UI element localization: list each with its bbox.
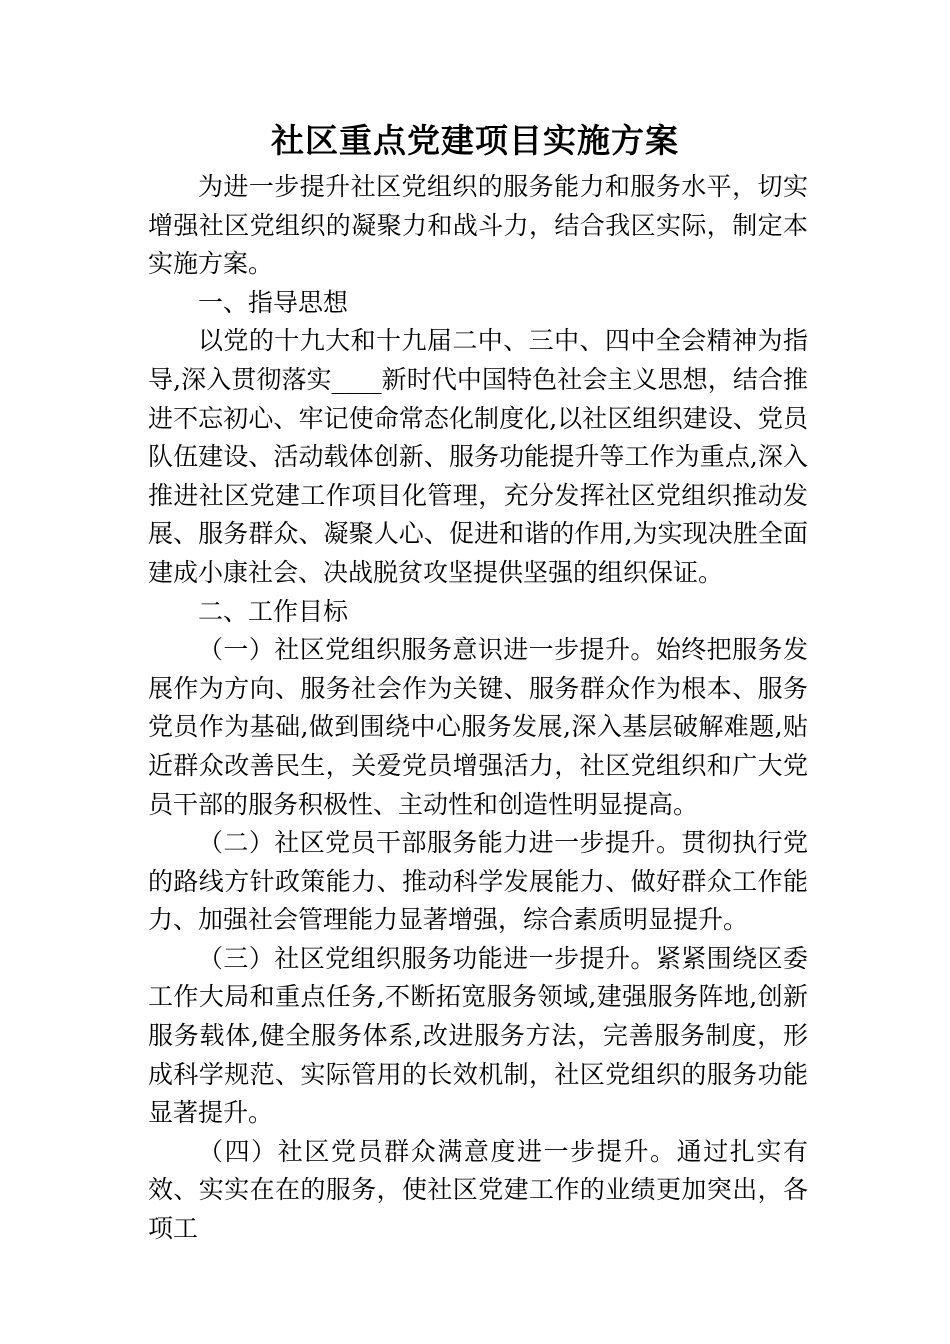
document-title: 社区重点党建项目实施方案 [271,121,679,160]
guiding-ideology-paragraph: 以党的十九大和十九届二中、三中、四中全会精神为指导,深入贯彻落实____新时代中国特色社会主义思想，结合推进不忘初心、牢记使命常态化制度化,以社区组织建设、党员队伍建设、活动载体创新、服务功能提升等工作为重点,深入推进社区党建工作项目化管理，充分发挥社区党组织推动发展、服务群众、凝聚人心、促进和谐的作用,为实现决胜全面建成小康社会、决战脱贫攻坚提供坚强的组织保证。 [148,326,808,587]
section-heading-work-goals: 二、工作目标 [198,596,349,626]
intro-paragraph: 为进一步提升社区党组织的服务能力和服务水平，切实增强社区党组织的凝聚力和战斗力，结合我区实际，制定本实施方案。 [148,172,808,279]
document-body [148,168,808,1249]
goal-paragraph-2: （二）社区党员干部服务能力进一步提升。贯彻执行党的路线方针政策能力、推动科学发展能力、做好群众工作能力、加强社会管理能力显著增强，综合素质明显提升。 [148,828,808,935]
section-heading-guiding-ideology: 一、指导思想 [198,287,349,317]
goal-paragraph-3: （三）社区党组织服务功能进一步提升。紧紧围绕区委工作大局和重点任务,不断拓宽服务领域,建强服务阵地,创新服务载体,健全服务体系,改进服务方法，完善服务制度，形成科学规范、实际管用的长效机制，社区党组织的服务功能显著提升。 [148,943,808,1128]
goal-paragraph-1: （一）社区党组织服务意识进一步提升。始终把服务发展作为方向、服务社会作为关键、服务群众作为根本、服务党员作为基础,做到围绕中心服务发展,深入基层破解难题,贴近群众改善民生，关爱党员增强活力，社区党组织和广大党员干部的服务积极性、主动性和创造性明显提高。 [148,635,808,819]
goal-paragraph-4: （四）社区党员群众满意度进一步提升。通过扎实有效、实实在在的服务，使社区党建工作的业绩更加突出，各项工 [148,1136,808,1244]
